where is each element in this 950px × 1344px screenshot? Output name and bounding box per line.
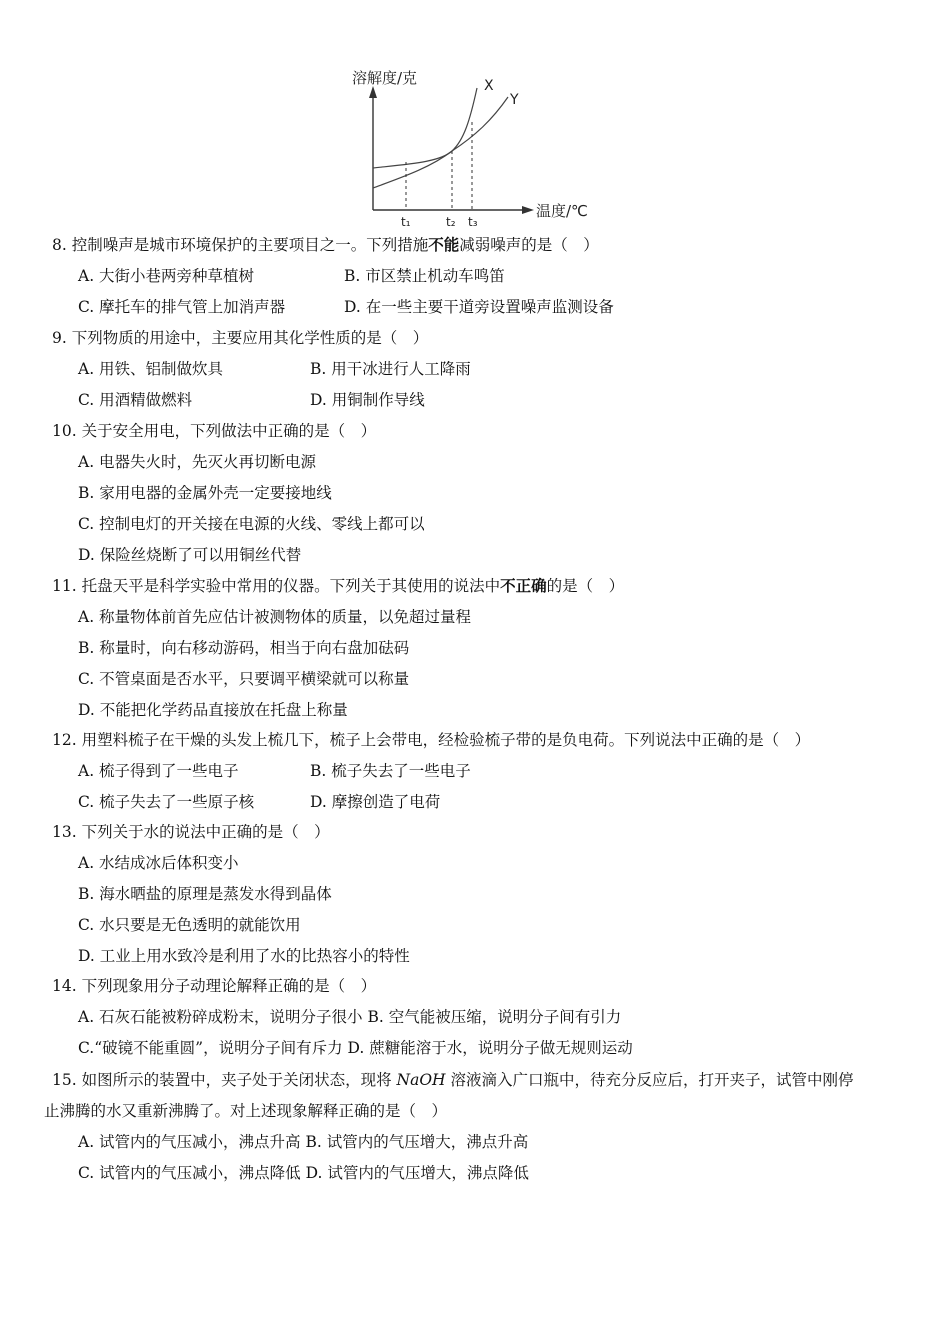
question-15-stem-continued: 止沸腾的水又重新沸腾了。对上述现象解释正确的是（ ）: [44, 1102, 448, 1120]
curve-y-label: Y: [510, 92, 519, 108]
question-15-stem: [52, 1070, 853, 1090]
q8-stem-text: 8. 控制噪声是城市环境保护的主要项目之一。下列措施: [52, 236, 429, 254]
q14-options-cd: C.“破镜不能重圆”，说明分子间有斥力 D. 蔗糖能溶于水，说明分子做无规则运动: [78, 1039, 633, 1057]
question-9-stem: 9. 下列物质的用途中，主要应用其化学性质的是（ ）: [52, 329, 429, 347]
q12-option-a: A. 梳子得到了一些电子: [78, 762, 239, 780]
y-axis-arrow: [369, 86, 377, 98]
q9-option-b: B. 用干冰进行人工降雨: [310, 360, 471, 378]
q8-stem-text-end: 减弱噪声的是（ ）: [459, 236, 599, 254]
q15-formula: NaOH: [396, 1071, 446, 1089]
q13-option-b: B. 海水晒盐的原理是蒸发水得到晶体: [78, 885, 332, 903]
question-14-stem: 14. 下列现象用分子动理论解释正确的是（ ）: [52, 977, 377, 995]
curve-y: [373, 97, 508, 168]
tick-t2: t₂: [446, 215, 456, 229]
curve-x: [373, 88, 477, 188]
q8-stem-emphasis: 不能: [428, 236, 460, 254]
q12-option-c: C. 梳子失去了一些原子核: [78, 793, 255, 811]
q10-option-c: C. 控制电灯的开关接在电源的火线、零线上都可以: [78, 515, 425, 533]
q10-option-b: B. 家用电器的金属外壳一定要接地线: [78, 484, 332, 502]
y-axis-label: 溶解度/克: [352, 70, 418, 87]
q10-option-d: D. 保险丝烧断了可以用铜丝代替: [78, 546, 302, 564]
q11-stem-emphasis: 不正确: [500, 577, 547, 595]
q9-option-d: D. 用铜制作导线: [310, 391, 425, 409]
q11-stem-text: 11. 托盘天平是科学实验中常用的仪器。下列关于其使用的说法中: [52, 577, 501, 595]
q15-stem-text: 15. 如图所示的装置中，夹子处于关闭状态，现将: [52, 1071, 397, 1089]
q8-option-d: D. 在一些主要干道旁设置噪声监测设备: [344, 298, 614, 316]
q14-options-ab: A. 石灰石能被粉碎成粉末，说明分子很小 B. 空气能被压缩，说明分子间有引力: [78, 1008, 622, 1026]
solubility-graph: [340, 70, 620, 230]
question-8-stem: [52, 235, 599, 255]
curve-x-label: X: [484, 78, 494, 94]
q15-options-ab: A. 试管内的气压减小，沸点升高 B. 试管内的气压增大，沸点升高: [78, 1133, 529, 1151]
q12-option-b: B. 梳子失去了一些电子: [310, 762, 471, 780]
q11-stem-text-end: 的是（ ）: [546, 577, 625, 595]
question-12-stem: 12. 用塑料梳子在干燥的头发上梳几下，梳子上会带电，经检验梳子带的是负电荷。下列说法中正确的是（ ）: [52, 731, 811, 749]
q9-option-c: C. 用酒精做燃料: [78, 391, 193, 409]
q8-option-c: C. 摩托车的排气管上加消声器: [78, 298, 286, 316]
q13-option-d: D. 工业上用水致冷是利用了水的比热容小的特性: [78, 947, 410, 965]
q10-option-a: A. 电器失火时，先灭火再切断电源: [78, 453, 317, 471]
q13-option-c: C. 水只要是无色透明的就能饮用: [78, 916, 301, 934]
q11-option-c: C. 不管桌面是否水平，只要调平横梁就可以称量: [78, 670, 410, 688]
q9-option-a: A. 用铁、铝制做炊具: [78, 360, 224, 378]
tick-t1: t₁: [401, 215, 411, 229]
q11-option-b: B. 称量时，向右移动游码，相当于向右盘加砝码: [78, 639, 410, 657]
q8-option-b: B. 市区禁止机动车鸣笛: [344, 267, 505, 285]
question-11-stem: [52, 576, 624, 596]
q15-stem-text-end: 溶液滴入广口瓶中，待充分反应后，打开夹子，试管中刚停: [445, 1071, 854, 1089]
solubility-figure: [340, 70, 620, 230]
q15-options-cd: C. 试管内的气压减小，沸点降低 D. 试管内的气压增大，沸点降低: [78, 1164, 529, 1182]
q11-option-d: D. 不能把化学药品直接放在托盘上称量: [78, 701, 348, 719]
x-axis-label: 温度/℃: [536, 202, 588, 220]
question-10-stem: 10. 关于安全用电，下列做法中正确的是（ ）: [52, 422, 377, 440]
q8-option-a: A. 大街小巷两旁种草植树: [78, 267, 255, 285]
q12-option-d: D. 摩擦创造了电荷: [310, 793, 441, 811]
x-axis-arrow: [522, 206, 534, 214]
tick-t3: t₃: [468, 215, 478, 229]
q13-option-a: A. 水结成冰后体积变小: [78, 854, 239, 872]
q11-option-a: A. 称量物体前首先应估计被测物体的质量，以免超过量程: [78, 608, 472, 626]
question-13-stem: 13. 下列关于水的说法中正确的是（ ）: [52, 823, 330, 841]
